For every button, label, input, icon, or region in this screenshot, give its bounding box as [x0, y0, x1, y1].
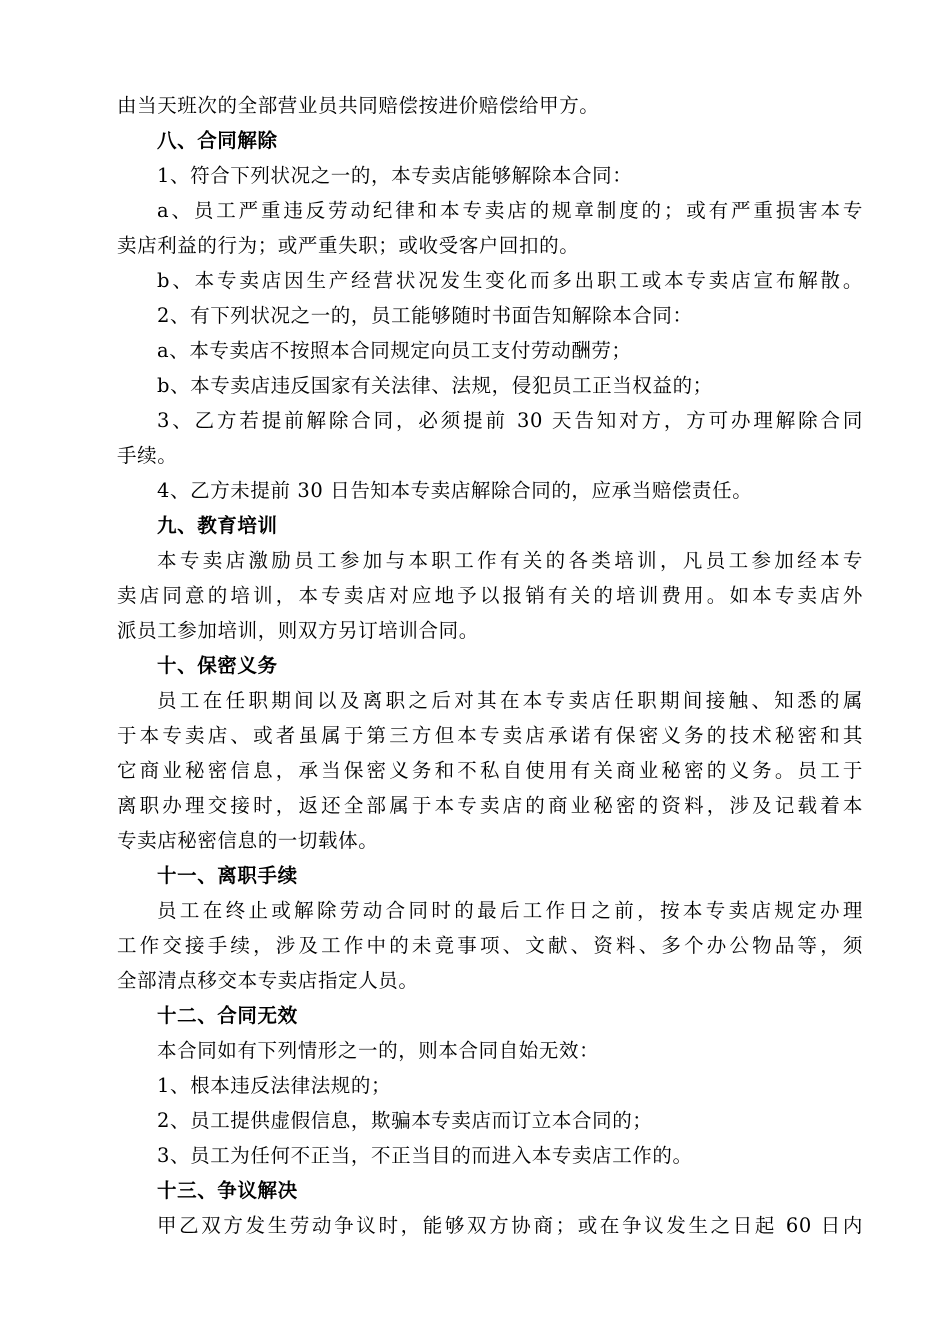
paragraph-line: a、员工严重违反劳动纪律和本专卖店的规章制度的；或有严重损害本专 [157, 199, 863, 222]
paragraph-line: 于本专卖店、或者虽属于第三方但本专卖店承诺有保密义务的技术秘密和其 [117, 724, 863, 747]
paragraph-line: 2、有下列状况之一的，员工能够随时书面告知解除本合同： [157, 304, 693, 327]
paragraph-line: 派员工参加培训，则双方另订培训合同。 [117, 619, 479, 642]
paragraph-line: 员工在任职期间以及离职之后对其在本专卖店任职期间接触、知悉的属 [157, 689, 863, 712]
paragraph-line: 甲乙双方发生劳动争议时，能够双方协商；或在争议发生之日起 60 日内 [157, 1214, 863, 1237]
paragraph-line: 本专卖店激励员工参加与本职工作有关的各类培训，凡员工参加经本专 [157, 549, 863, 572]
paragraph-line: 卖店利益的行为；或严重失职；或收受客户回扣的。 [117, 234, 580, 257]
section-heading-confidentiality: 十、保密义务 [157, 654, 278, 677]
section-heading-dispute: 十三、争议解决 [157, 1179, 298, 1202]
paragraph-line: 3、乙方若提前解除合同，必须提前 30 天告知对方，方可办理解除合同 [157, 409, 863, 432]
paragraph-line: 3、员工为任何不正当，不正当目的而进入本专卖店工作的。 [157, 1144, 693, 1167]
paragraph-line: 1、根本违反法律法规的； [157, 1074, 392, 1097]
paragraph-line: 由当天班次的全部营业员共同赔偿按进价赔偿给甲方。 [117, 94, 600, 117]
paragraph-line: 2、员工提供虚假信息，欺骗本专卖店而订立本合同的； [157, 1109, 653, 1132]
section-heading-termination: 八、合同解除 [157, 129, 278, 152]
paragraph-line: 离职办理交接时，返还全部属于本专卖店的商业秘密的资料，涉及记载着本 [117, 794, 863, 817]
paragraph-line: 本合同如有下列情形之一的，则本合同自始无效： [157, 1039, 600, 1062]
paragraph-line: 全部清点移交本专卖店指定人员。 [117, 969, 419, 992]
paragraph-line: 1、符合下列状况之一的，本专卖店能够解除本合同： [157, 164, 633, 187]
paragraph-line: 专卖店秘密信息的一切载体。 [117, 829, 379, 852]
section-heading-training: 九、教育培训 [157, 514, 278, 537]
paragraph-line: 工作交接手续，涉及工作中的未竟事项、文献、资料、多个办公物品等，须 [117, 934, 863, 957]
paragraph-line: b、本专卖店因生产经营状况发生变化而多出职工或本专卖店宣布解散。 [157, 269, 863, 292]
section-heading-resignation: 十一、离职手续 [157, 864, 298, 887]
section-heading-invalidity: 十二、合同无效 [157, 1004, 298, 1027]
document-page [117, 88, 863, 1243]
paragraph-line: 员工在终止或解除劳动合同时的最后工作日之前，按本专卖店规定办理 [157, 899, 863, 922]
paragraph-line: 4、乙方未提前 30 日告知本专卖店解除合同的，应承当赔偿责任。 [157, 479, 753, 502]
paragraph-line: 卖店同意的培训，本专卖店对应地予以报销有关的培训费用。如本专卖店外 [117, 584, 863, 607]
paragraph-line: 它商业秘密信息，承当保密义务和不私自使用有关商业秘密的义务。员工于 [117, 759, 863, 782]
paragraph-line: 手续。 [117, 444, 178, 467]
paragraph-line: b、本专卖店违反国家有关法律、法规，侵犯员工正当权益的； [157, 374, 713, 397]
paragraph-line: a、本专卖店不按照本合同规定向员工支付劳动酬劳； [157, 339, 632, 362]
